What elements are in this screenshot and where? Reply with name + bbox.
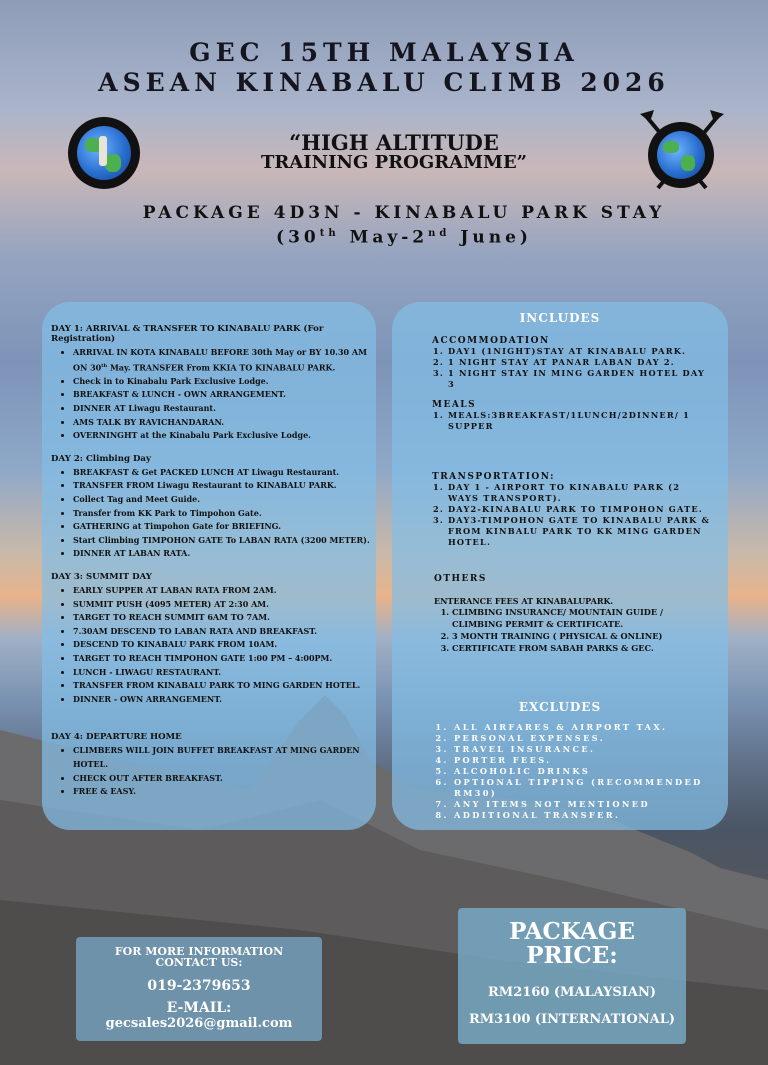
price-title-line1: PACKAGE: [509, 918, 635, 945]
day1-section: [51, 324, 373, 443]
includes-title: INCLUDES: [519, 311, 601, 325]
list-item: • TARGET TO REACH SUMMIT 6AM TO 7AM.: [73, 611, 373, 625]
list-item: 2. 1 NIGHT STAY AT PANAR LABAN DAY 2.: [448, 357, 712, 368]
mountaineering-academy-logo: [636, 108, 728, 194]
price-title-line2: PRICE:: [526, 942, 618, 969]
contact-email-label: E-MAIL:: [166, 1000, 232, 1016]
meals-heading: MEALS: [432, 400, 477, 410]
list-item: 3. CERTIFICATE FROM SABAH PARKS & GEC.: [452, 642, 712, 654]
list-item: • GATHERING at Timpohon Gate for BRIEFING.: [73, 520, 373, 534]
list-item: • Check in to Kinabalu Park Exclusive Lodge.: [73, 375, 373, 389]
contact-heading-line2: CONTACT US:: [155, 956, 243, 969]
list-item: • Transfer from KK Park to Timpohon Gate.: [73, 507, 373, 521]
list-item: • DESCEND TO KINABALU PARK FROM 10AM.: [73, 638, 373, 652]
list-item: • TARGET TO REACH TIMPOHON GATE 1:00 PM – 4:00PM.: [73, 652, 373, 666]
includes-content: [432, 336, 712, 654]
list-item: • BREAKFAST & Get PACKED LUNCH AT Liwagu Restaurant.: [73, 466, 373, 480]
excludes-title: EXCLUDES: [518, 700, 602, 714]
list-item: 1. ALL AIRFARES & AIRPORT TAX.: [454, 722, 710, 733]
day3-section: [51, 572, 373, 706]
list-item: 8. ADDITIONAL TRANSFER.: [454, 810, 710, 821]
list-item: • FREE & EASY.: [73, 785, 373, 799]
contact-heading-line1: FOR MORE INFORMATION: [114, 945, 284, 958]
package-dates: (30th May-2nd June): [276, 227, 532, 248]
main-title-line1: GEC 15TH MALAYSIA: [189, 38, 579, 67]
subtitle-line1: “HIGH ALTITUDE: [289, 130, 499, 155]
list-item: • SUMMIT PUSH (4095 METER) AT 2:30 AM.: [73, 598, 373, 612]
list-item: • ARRIVAL IN KOTA KINABALU BEFORE 30th May or BY 10.30 AM ON 30th May. TRANSFER From KKIA TO KINABALU PARK.: [73, 346, 373, 375]
price-international: RM3100 (INTERNATIONAL): [468, 1012, 675, 1027]
list-item: 3. 1 NIGHT STAY IN MING GARDEN HOTEL DAY 3: [448, 368, 712, 390]
excludes-content: [440, 722, 710, 821]
list-item: • Collect Tag and Meet Guide.: [73, 493, 373, 507]
list-item: • DINNER AT Liwagu Restaurant.: [73, 402, 373, 416]
list-item: 7. ANY ITEMS NOT MENTIONED: [454, 799, 710, 810]
list-item: • EARLY SUPPER AT LABAN RATA FROM 2AM.: [73, 584, 373, 598]
global-expedition-club-logo: [68, 117, 140, 189]
list-item: 1. CLIMBING INSURANCE/ MOUNTAIN GUIDE / CLIMBING PERMIT & CERTIFICATE.: [452, 606, 712, 630]
contact-email[interactable]: gecsales2026@gmail.com: [105, 1016, 293, 1031]
list-item: 5. ALCOHOLIC DRINKS: [454, 766, 710, 777]
list-item: 2. PERSONAL EXPENSES.: [454, 733, 710, 744]
list-item: 1. DAY 1 - AIRPORT TO KINABALU PARK (2 WAYS TRANSPORT).: [448, 482, 712, 504]
list-item: • OVERNINGHT at the Kinabalu Park Exclusive Lodge.: [73, 429, 373, 443]
list-item: • TRANSFER FROM Liwagu Restaurant to KINABALU PARK.: [73, 479, 373, 493]
main-title-line2: ASEAN KINABALU CLIMB 2026: [98, 68, 670, 97]
globe-icon: [77, 126, 131, 180]
itinerary-content: [51, 324, 373, 810]
list-item: • 7.30AM DESCEND TO LABAN RATA AND BREAKFAST.: [73, 625, 373, 639]
list-item: • DINNER AT LABAN RATA.: [73, 547, 373, 561]
contact-phone[interactable]: 019-2379653: [147, 978, 251, 994]
list-item: 6. OPTIONAL TIPPING (RECOMMENDED RM30): [454, 777, 710, 799]
list-item: 3. TRAVEL INSURANCE.: [454, 744, 710, 755]
list-item: 2. DAY2-KINABALU PARK TO TIMPOHON GATE.: [448, 504, 712, 515]
list-item: 1. MEALS:3BREAKFAST/1LUNCH/2DINNER/ 1 SUPPER: [448, 410, 712, 432]
list-item: • Start Climbing TIMPOHON GATE To LABAN RATA (3200 METER).: [73, 534, 373, 548]
subtitle-line2: TRAINING PROGRAMME”: [260, 152, 528, 173]
day1-heading: DAY 1: ARRIVAL & TRANSFER TO KINABALU PARK (For Registration): [51, 324, 324, 344]
list-item: 2. 3 MONTH TRAINING ( PHYSICAL & ONLINE): [452, 630, 712, 642]
package-line: PACKAGE 4D3N - KINABALU PARK STAY: [142, 203, 666, 223]
transportation-heading: TRANSPORTATION:: [432, 472, 555, 482]
list-item: • TRANSFER FROM KINABALU PARK TO MING GARDEN HOTEL.: [73, 679, 373, 693]
day3-heading: DAY 3: SUMMIT DAY: [51, 571, 152, 582]
day2-section: [51, 454, 373, 561]
day4-section: [51, 732, 373, 798]
list-item: • AMS TALK BY RAVICHANDARAN.: [73, 416, 373, 430]
list-item: • DINNER - OWN ARRANGEMENT.: [73, 693, 373, 707]
list-item: 1. DAY1 (1NIGHT)STAY AT KINABALU PARK.: [448, 346, 712, 357]
day4-heading: DAY 4: DEPARTURE HOME: [51, 732, 182, 743]
list-item: 3. DAY3-TIMPOHON GATE TO KINABALU PARK & FROM KINBALU PARK TO KK MING GARDEN HOTEL.: [448, 515, 712, 548]
others-heading: OTHERS: [434, 574, 487, 584]
price-malaysian: RM2160 (MALAYSIAN): [488, 985, 656, 1000]
day2-heading: DAY 2: Climbing Day: [51, 453, 151, 464]
list-item: • CLIMBERS WILL JOIN BUFFET BREAKFAST AT MING GARDEN HOTEL.: [73, 744, 373, 771]
accommodation-heading: ACCOMMODATION: [432, 336, 550, 346]
list-item: • CHECK OUT AFTER BREAKFAST.: [73, 772, 373, 786]
list-item: • LUNCH - LIWAGU RESTAURANT.: [73, 666, 373, 680]
list-item: 4. PORTER FEES.: [454, 755, 710, 766]
list-item: • BREAKFAST & LUNCH - OWN ARRANGEMENT.: [73, 388, 373, 402]
others-intro: ENTERANCE FEES AT KINABALUPARK.: [434, 596, 614, 606]
